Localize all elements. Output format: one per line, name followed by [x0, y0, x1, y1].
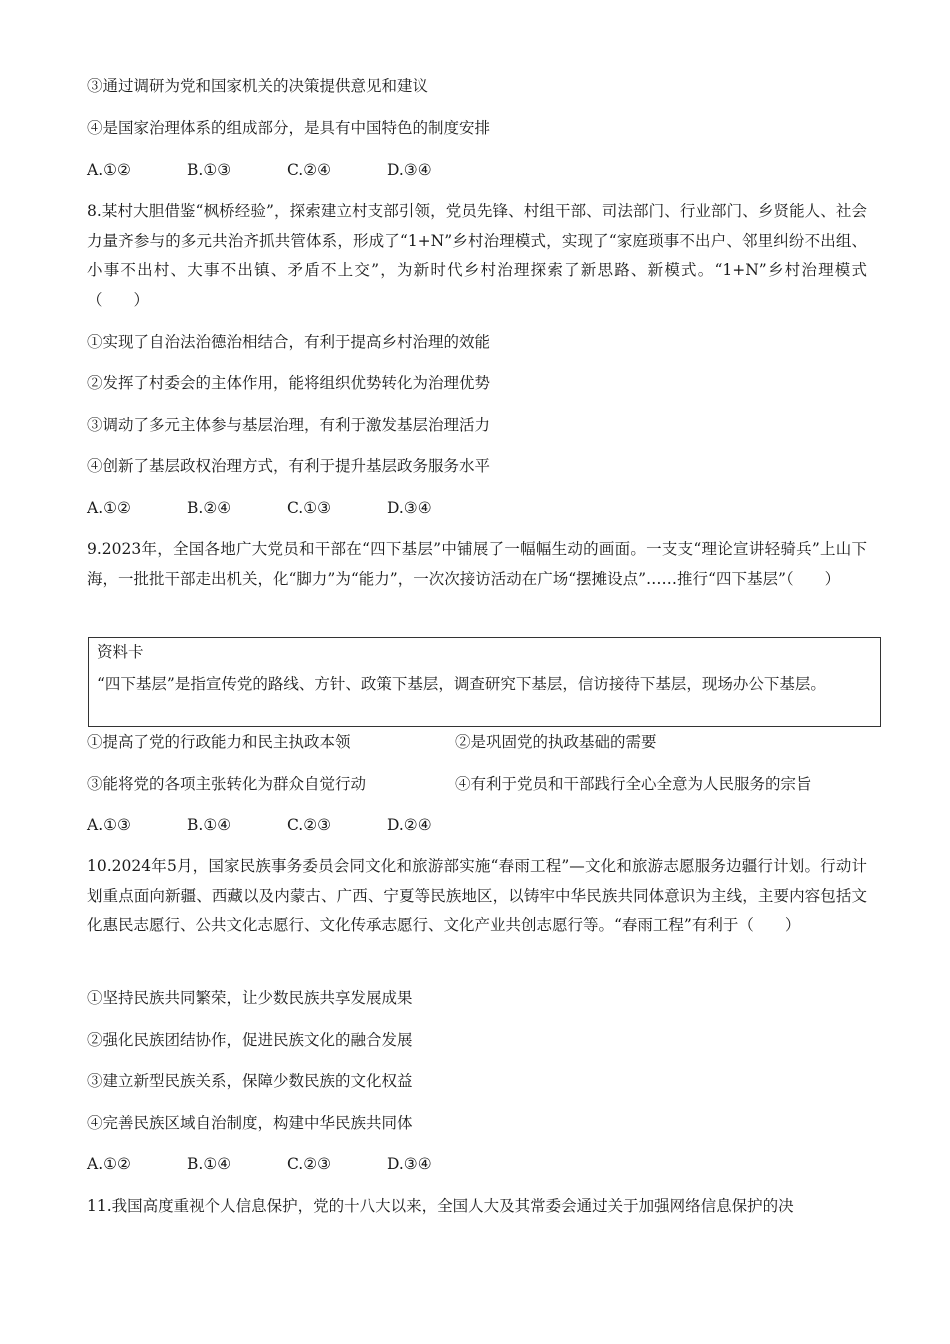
q9-option-2: ②是巩固党的执政基础的需要: [455, 733, 657, 751]
q7-option-4: ④是国家治理体系的组成部分，是具有中国特色的制度安排: [87, 119, 491, 137]
q10-choice-a: A.①②: [87, 1155, 131, 1173]
q7-answer-choices: [87, 160, 487, 180]
q9-choice-a: A.①③: [87, 816, 131, 834]
q9-info-card: [88, 637, 881, 727]
q8-stem: 8.某村大胆借鉴“枫桥经验”，探索建立村支部引领，党员先锋、村组干部、司法部门、行业部门、乡贤能人、社会力量齐参与的多元共治齐抓共管体系，形成了“1+N”乡村治理模式，实现了“家庭琐事不出户、邻里纠纷不出组、小事不出村、大事不出镇、矛盾不上交”，为新时代乡村治理探索了新思路、新模式。“1+N”乡村治理模式（ ）: [87, 202, 867, 309]
q10-option-1: ①坚持民族共同繁荣，让少数民族共享发展成果: [87, 989, 413, 1007]
q8-choice-a: A.①②: [87, 499, 131, 517]
q10-option-3: ③建立新型民族关系，保障少数民族的文化权益: [87, 1072, 413, 1090]
q10-answer-choices: [87, 1154, 487, 1174]
q7-choice-a: A.①②: [87, 161, 131, 179]
q8-option-3: ③调动了多元主体参与基层治理，有利于激发基层治理活力: [87, 416, 491, 434]
q9-stem: 9.2023年，全国各地广大党员和干部在“四下基层”中铺展了一幅幅生动的画面。一支支“理论宣讲轻骑兵”上山下海，一批批干部走出机关，化“脚力”为“能力”，一次次接访活动在广场“摆摊设点”……推行“四下基层”（ ）: [87, 540, 867, 588]
q10-stem: 10.2024年5月，国家民族事务委员会同文化和旅游部实施“春雨工程”—文化和旅游志愿服务边疆行计划。行动计划重点面向新疆、西藏以及内蒙古、广西、宁夏等民族地区，以铸牢中华民族共同体意识为主线，主要内容包括文化惠民志愿行、公共文化志愿行、文化传承志愿行、文化产业共创志愿行等。“春雨工程”有利于（ ）: [87, 857, 867, 934]
q11-stem: 11.我国高度重视个人信息保护，党的十八大以来，全国人大及其常委会通过关于加强网络信息保护的决: [87, 1197, 794, 1215]
q7-choice-d: D.③④: [387, 161, 432, 179]
q8-choice-c: C.①③: [287, 499, 332, 517]
q10-choice-d: D.③④: [387, 1155, 432, 1173]
q9-option-3: ③能将党的各项主张转化为群众自觉行动: [87, 775, 367, 793]
info-card-title: 资料卡: [97, 643, 144, 661]
info-card-body: “四下基层”是指宣传党的路线、方针、政策下基层，调查研究下基层，信访接待下基层，现场办公下基层。: [97, 675, 826, 693]
q9-choice-d: D.②④: [387, 816, 432, 834]
q8-option-2: ②发挥了村委会的主体作用，能将组织优势转化为治理优势: [87, 374, 491, 392]
q10-choice-b: B.①④: [187, 1155, 232, 1173]
q8-answer-choices: [87, 498, 487, 518]
q9-answer-choices: [87, 815, 487, 835]
q7-option-3: ③通过调研为党和国家机关的决策提供意见和建议: [87, 77, 429, 95]
q8-option-1: ①实现了自治法治德治相结合，有利于提高乡村治理的效能: [87, 333, 491, 351]
q9-choice-b: B.①④: [187, 816, 232, 834]
q7-choice-c: C.②④: [287, 161, 332, 179]
q9-option-4: ④有利于党员和干部践行全心全意为人民服务的宗旨: [455, 775, 812, 793]
q10-option-2: ②强化民族团结协作，促进民族文化的融合发展: [87, 1031, 413, 1049]
q9-option-1: ①提高了党的行政能力和民主执政本领: [87, 733, 351, 751]
q8-choice-d: D.③④: [387, 499, 432, 517]
q9-choice-c: C.②③: [287, 816, 332, 834]
q8-choice-b: B.②④: [187, 499, 232, 517]
q10-option-4: ④完善民族区域自治制度，构建中华民族共同体: [87, 1114, 413, 1132]
q10-choice-c: C.②③: [287, 1155, 332, 1173]
q8-option-4: ④创新了基层政权治理方式，有利于提升基层政务服务水平: [87, 457, 491, 475]
q7-choice-b: B.①③: [187, 161, 232, 179]
